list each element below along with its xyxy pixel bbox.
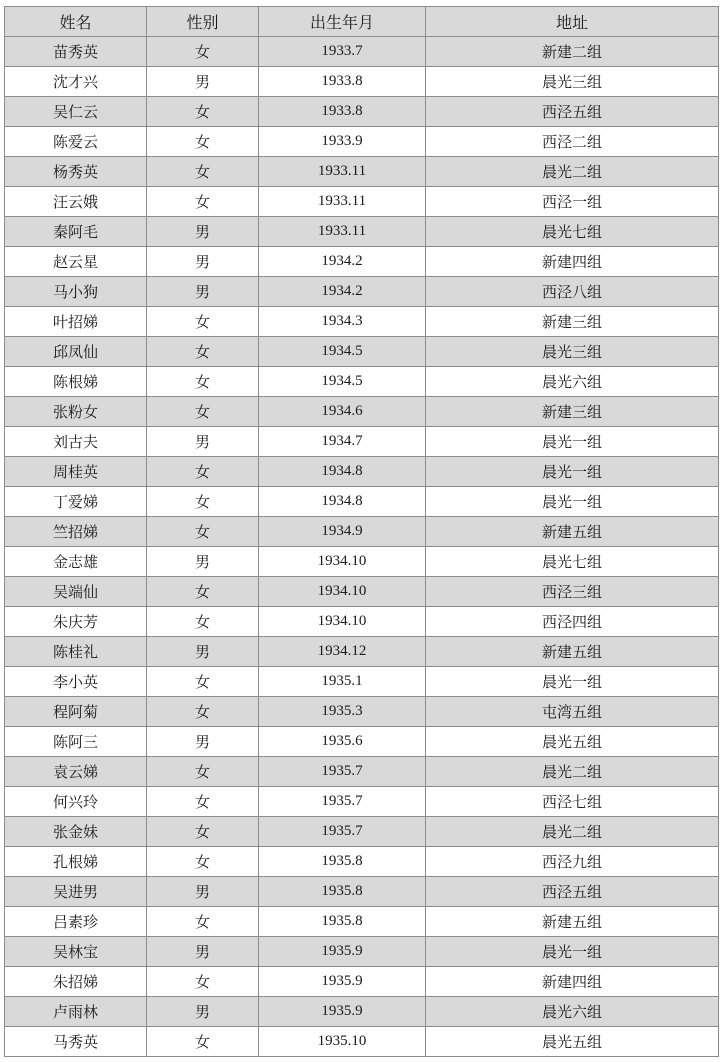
cell-birth-date: 1935.10 (259, 1027, 426, 1057)
cell-gender: 女 (147, 157, 259, 187)
cell-address: 晨光一组 (426, 457, 719, 487)
cell-birth-date: 1934.8 (259, 457, 426, 487)
cell-address: 新建五组 (426, 637, 719, 667)
table-row (5, 187, 719, 217)
table-row (5, 337, 719, 367)
cell-birth-date: 1935.8 (259, 877, 426, 907)
cell-gender: 女 (147, 577, 259, 607)
cell-gender: 女 (147, 397, 259, 427)
cell-birth-date: 1934.2 (259, 277, 426, 307)
cell-gender: 女 (147, 517, 259, 547)
cell-birth-date: 1935.6 (259, 727, 426, 757)
cell-name: 沈才兴 (5, 67, 147, 97)
cell-birth-date: 1935.7 (259, 787, 426, 817)
table-row (5, 397, 719, 427)
cell-gender: 男 (147, 217, 259, 247)
table-row (5, 97, 719, 127)
table-row (5, 517, 719, 547)
table-row (5, 577, 719, 607)
cell-address: 晨光一组 (426, 937, 719, 967)
cell-birth-date: 1933.11 (259, 217, 426, 247)
cell-gender: 女 (147, 457, 259, 487)
cell-address: 晨光七组 (426, 217, 719, 247)
cell-gender: 女 (147, 37, 259, 67)
cell-name: 丁爱娣 (5, 487, 147, 517)
cell-gender: 男 (147, 877, 259, 907)
cell-address: 新建五组 (426, 517, 719, 547)
cell-name: 李小英 (5, 667, 147, 697)
table-header (5, 7, 719, 37)
table-row (5, 997, 719, 1027)
cell-address: 西泾九组 (426, 847, 719, 877)
cell-name: 金志雄 (5, 547, 147, 577)
header-birth-date: 出生年月 (259, 7, 426, 37)
cell-gender: 女 (147, 337, 259, 367)
cell-address: 西泾五组 (426, 877, 719, 907)
cell-name: 朱庆芳 (5, 607, 147, 637)
cell-address: 晨光三组 (426, 337, 719, 367)
table-row (5, 907, 719, 937)
cell-name: 吴进男 (5, 877, 147, 907)
cell-address: 西泾八组 (426, 277, 719, 307)
cell-gender: 男 (147, 67, 259, 97)
cell-gender: 女 (147, 907, 259, 937)
cell-birth-date: 1935.8 (259, 907, 426, 937)
cell-birth-date: 1933.9 (259, 127, 426, 157)
table-row (5, 757, 719, 787)
table-row (5, 787, 719, 817)
cell-address: 新建二组 (426, 37, 719, 67)
cell-gender: 女 (147, 97, 259, 127)
cell-name: 吴林宝 (5, 937, 147, 967)
cell-birth-date: 1934.12 (259, 637, 426, 667)
cell-address: 新建四组 (426, 247, 719, 277)
cell-birth-date: 1934.5 (259, 337, 426, 367)
cell-address: 晨光六组 (426, 997, 719, 1027)
cell-birth-date: 1935.1 (259, 667, 426, 697)
table-row (5, 817, 719, 847)
cell-name: 吴仁云 (5, 97, 147, 127)
cell-name: 马小狗 (5, 277, 147, 307)
table-row (5, 217, 719, 247)
cell-name: 赵云星 (5, 247, 147, 277)
cell-address: 西泾五组 (426, 97, 719, 127)
cell-birth-date: 1935.9 (259, 937, 426, 967)
table-body (5, 37, 719, 1057)
cell-name: 陈根娣 (5, 367, 147, 397)
header-address: 地址 (426, 7, 719, 37)
cell-birth-date: 1935.3 (259, 697, 426, 727)
cell-address: 晨光二组 (426, 157, 719, 187)
cell-name: 杨秀英 (5, 157, 147, 187)
cell-name: 汪云娥 (5, 187, 147, 217)
cell-birth-date: 1934.10 (259, 577, 426, 607)
cell-name: 刘古夫 (5, 427, 147, 457)
cell-gender: 男 (147, 997, 259, 1027)
table-row (5, 697, 719, 727)
cell-birth-date: 1933.7 (259, 37, 426, 67)
cell-address: 新建四组 (426, 967, 719, 997)
cell-address: 晨光六组 (426, 367, 719, 397)
table-row (5, 967, 719, 997)
cell-address: 晨光一组 (426, 667, 719, 697)
table-row (5, 457, 719, 487)
cell-address: 西泾四组 (426, 607, 719, 637)
cell-address: 新建三组 (426, 307, 719, 337)
cell-gender: 女 (147, 697, 259, 727)
table-row (5, 667, 719, 697)
cell-gender: 女 (147, 187, 259, 217)
cell-gender: 女 (147, 667, 259, 697)
cell-name: 秦阿毛 (5, 217, 147, 247)
cell-birth-date: 1935.9 (259, 967, 426, 997)
table-row (5, 847, 719, 877)
cell-gender: 男 (147, 637, 259, 667)
cell-birth-date: 1935.7 (259, 757, 426, 787)
cell-address: 屯湾五组 (426, 697, 719, 727)
table-row (5, 67, 719, 97)
cell-name: 袁云娣 (5, 757, 147, 787)
cell-birth-date: 1934.10 (259, 547, 426, 577)
cell-address: 西泾三组 (426, 577, 719, 607)
cell-name: 吴端仙 (5, 577, 147, 607)
cell-gender: 女 (147, 967, 259, 997)
cell-name: 孔根娣 (5, 847, 147, 877)
cell-name: 苗秀英 (5, 37, 147, 67)
residents-table (4, 6, 719, 1057)
cell-address: 晨光二组 (426, 817, 719, 847)
table-row (5, 307, 719, 337)
cell-birth-date: 1933.11 (259, 157, 426, 187)
table-row (5, 1027, 719, 1057)
cell-address: 晨光五组 (426, 1027, 719, 1057)
cell-name: 邱凤仙 (5, 337, 147, 367)
cell-birth-date: 1935.7 (259, 817, 426, 847)
cell-name: 卢雨林 (5, 997, 147, 1027)
cell-name: 叶招娣 (5, 307, 147, 337)
cell-name: 陈爱云 (5, 127, 147, 157)
table-row (5, 247, 719, 277)
table-row (5, 487, 719, 517)
header-gender: 性别 (147, 7, 259, 37)
cell-address: 新建五组 (426, 907, 719, 937)
cell-birth-date: 1934.2 (259, 247, 426, 277)
cell-gender: 女 (147, 787, 259, 817)
cell-gender: 女 (147, 487, 259, 517)
table-row (5, 127, 719, 157)
cell-name: 陈桂礼 (5, 637, 147, 667)
cell-address: 西泾二组 (426, 127, 719, 157)
cell-address: 晨光三组 (426, 67, 719, 97)
cell-name: 张金妹 (5, 817, 147, 847)
cell-address: 晨光一组 (426, 487, 719, 517)
cell-birth-date: 1933.8 (259, 67, 426, 97)
cell-birth-date: 1935.9 (259, 997, 426, 1027)
cell-name: 朱招娣 (5, 967, 147, 997)
table-row (5, 277, 719, 307)
cell-birth-date: 1934.3 (259, 307, 426, 337)
table-row (5, 157, 719, 187)
cell-name: 竺招娣 (5, 517, 147, 547)
table-row (5, 607, 719, 637)
cell-birth-date: 1934.5 (259, 367, 426, 397)
cell-address: 新建三组 (426, 397, 719, 427)
cell-name: 陈阿三 (5, 727, 147, 757)
table-row (5, 637, 719, 667)
header-row (5, 7, 719, 37)
header-name: 姓名 (5, 7, 147, 37)
cell-gender: 女 (147, 307, 259, 337)
cell-gender: 女 (147, 757, 259, 787)
cell-name: 吕素珍 (5, 907, 147, 937)
cell-birth-date: 1933.8 (259, 97, 426, 127)
table-row (5, 547, 719, 577)
cell-birth-date: 1934.8 (259, 487, 426, 517)
cell-address: 晨光二组 (426, 757, 719, 787)
cell-gender: 男 (147, 547, 259, 577)
cell-name: 马秀英 (5, 1027, 147, 1057)
cell-birth-date: 1934.9 (259, 517, 426, 547)
cell-name: 周桂英 (5, 457, 147, 487)
cell-address: 西泾一组 (426, 187, 719, 217)
table-row (5, 427, 719, 457)
table-row (5, 877, 719, 907)
cell-address: 晨光一组 (426, 427, 719, 457)
cell-name: 程阿菊 (5, 697, 147, 727)
cell-gender: 男 (147, 277, 259, 307)
cell-gender: 女 (147, 817, 259, 847)
cell-name: 张粉女 (5, 397, 147, 427)
cell-address: 晨光五组 (426, 727, 719, 757)
table-container (4, 6, 719, 1057)
cell-birth-date: 1934.7 (259, 427, 426, 457)
table-row (5, 37, 719, 67)
cell-birth-date: 1934.6 (259, 397, 426, 427)
cell-gender: 男 (147, 727, 259, 757)
cell-gender: 男 (147, 937, 259, 967)
cell-gender: 女 (147, 607, 259, 637)
table-row (5, 727, 719, 757)
cell-address: 晨光七组 (426, 547, 719, 577)
cell-birth-date: 1935.8 (259, 847, 426, 877)
cell-gender: 男 (147, 427, 259, 457)
cell-gender: 男 (147, 247, 259, 277)
table-row (5, 367, 719, 397)
cell-address: 西泾七组 (426, 787, 719, 817)
cell-gender: 女 (147, 1027, 259, 1057)
cell-gender: 女 (147, 367, 259, 397)
cell-gender: 女 (147, 127, 259, 157)
cell-gender: 女 (147, 847, 259, 877)
cell-name: 何兴玲 (5, 787, 147, 817)
cell-birth-date: 1933.11 (259, 187, 426, 217)
table-row (5, 937, 719, 967)
cell-birth-date: 1934.10 (259, 607, 426, 637)
